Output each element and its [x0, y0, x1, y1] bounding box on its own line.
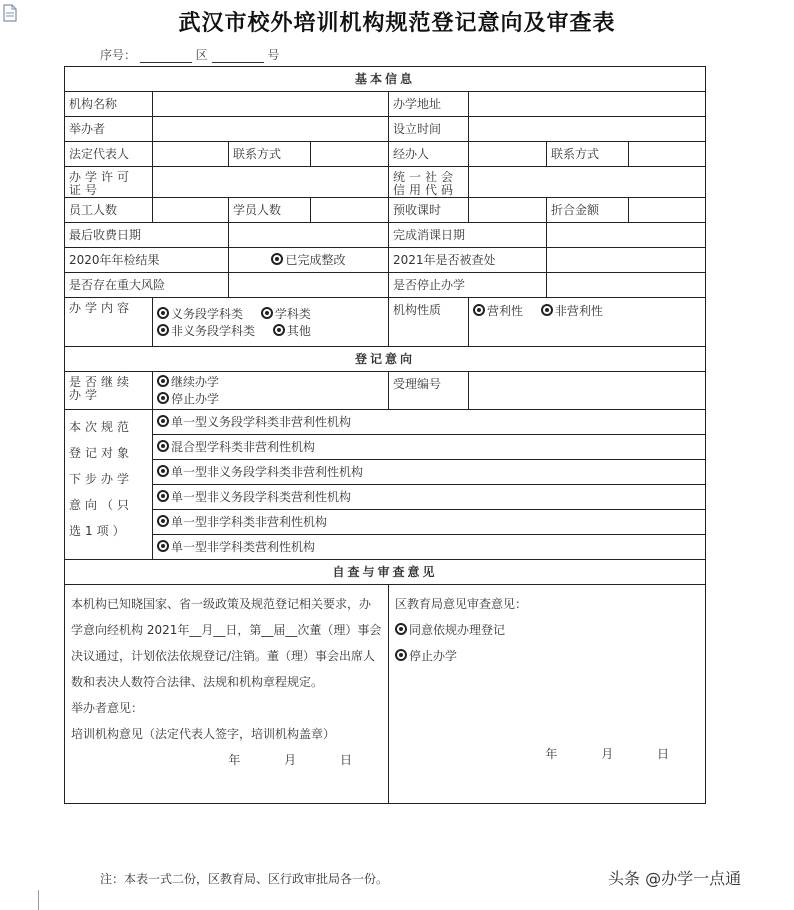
section-review: 自查与审查意见 — [65, 560, 706, 585]
district-opt-1[interactable] — [395, 617, 699, 643]
label-contact-1: 联系方式 — [229, 142, 311, 167]
district-review-cell — [389, 585, 706, 804]
label-students: 学员人数 — [229, 198, 311, 223]
field-nature — [469, 298, 706, 347]
district-review-date: 年 月 日 — [545, 747, 690, 761]
label-org-name: 机构名称 — [65, 92, 153, 117]
field-license[interactable] — [153, 167, 389, 198]
serial-suffix: 号 — [267, 48, 280, 62]
radio-icon — [157, 465, 169, 477]
label-nature: 机构性质 — [389, 298, 469, 347]
organizer-opinion: 举办者意见： — [71, 701, 144, 715]
nature-opt-1[interactable] — [473, 304, 523, 318]
field-manager[interactable] — [469, 142, 547, 167]
content-opt-2-label: 学科类 — [274, 306, 311, 321]
content-opt-1-label: 义务段学科类 — [171, 306, 244, 321]
section-basic: 基本信息 — [65, 67, 706, 92]
serial-number — [100, 46, 279, 63]
field-stop[interactable] — [547, 273, 706, 298]
watermark: 头条 @办学一点通 — [608, 869, 742, 888]
radio-icon — [395, 649, 407, 661]
field-contact-1[interactable] — [311, 142, 389, 167]
radio-icon — [273, 324, 285, 336]
registration-form — [64, 66, 706, 804]
plan-opt-3-label: 单一型非义务段学科类非营利性机构 — [171, 465, 364, 479]
plan-opt-4-label: 单一型非义务段学科类营利性机构 — [171, 490, 352, 504]
radio-icon — [157, 375, 169, 387]
field-contact-2[interactable] — [629, 142, 706, 167]
continue-opt-1-label: 继续办学 — [171, 375, 220, 389]
label-content: 办学内容 — [65, 298, 153, 347]
content-opt-2[interactable] — [261, 307, 311, 321]
content-opt-3-label: 非义务段学科类 — [171, 323, 256, 338]
field-continue — [153, 372, 389, 410]
label-finish-date: 完成消课日期 — [389, 223, 547, 248]
district-opt-2[interactable] — [395, 643, 699, 669]
district-opt-2-label: 停止办学 — [409, 649, 458, 663]
org-opinion: 培训机构意见（法定代表人签字，培训机构盖章） — [71, 727, 336, 741]
radio-icon — [395, 623, 407, 635]
radio-icon — [157, 415, 169, 427]
field-students[interactable] — [311, 198, 389, 223]
label-total: 折合金额 — [547, 198, 629, 223]
label-continue: 是否继续办学 — [65, 372, 153, 410]
content-opt-4[interactable] — [273, 324, 311, 338]
label-contact-2: 联系方式 — [547, 142, 629, 167]
label-staff: 员工人数 — [65, 198, 153, 223]
label-inspect-2021: 2021年是否被查处 — [389, 248, 547, 273]
nature-opt-2[interactable] — [541, 304, 603, 318]
field-record-no[interactable] — [469, 372, 706, 410]
label-record-no: 受理编号 — [389, 372, 469, 410]
radio-icon — [541, 304, 553, 316]
nature-opt-2-label: 非营利性 — [554, 304, 603, 318]
self-review-date: 年 月 日 — [228, 753, 372, 767]
radio-icon — [261, 307, 273, 319]
plan-opt-3[interactable] — [153, 460, 706, 485]
content-opt-4-label: 其他 — [286, 323, 311, 338]
radio-icon — [157, 392, 169, 404]
label-stop: 是否停止办学 — [389, 273, 547, 298]
field-total[interactable] — [629, 198, 706, 223]
field-major-risk[interactable] — [229, 273, 389, 298]
serial-blank-1[interactable] — [140, 50, 192, 63]
field-last-fee-date[interactable] — [229, 223, 389, 248]
self-review-text: 本机构已知晓国家、省一级政策及规范登记相关要求，办学意向经机构 2021年__月__日，第__届__次董（理）事会决议通过，计划依法依规登记/注销。董（理）事会出席人数和表决人数符合法律、法规和机构章程规定。 — [71, 597, 382, 689]
label-credit-code: 统一社会信用代码 — [389, 167, 469, 198]
label-legal-rep: 法定代表人 — [65, 142, 153, 167]
field-finish-date[interactable] — [547, 223, 706, 248]
field-org-name[interactable] — [153, 92, 389, 117]
radio-icon — [157, 540, 169, 552]
radio-icon — [157, 515, 169, 527]
district-title: 区教育局意见审查意见： — [395, 597, 528, 611]
continue-opt-1[interactable] — [157, 375, 219, 389]
rectify-label: 已完成整改 — [285, 253, 346, 267]
serial-mid: 区 — [195, 48, 208, 62]
plan-opt-6-label: 单一型非学科类营利性机构 — [171, 540, 316, 554]
district-opt-1-label: 同意依规办理登记 — [409, 623, 506, 637]
plan-opt-1-label: 单一型义务段学科类非营利性机构 — [171, 415, 352, 429]
continue-opt-2[interactable] — [157, 392, 219, 406]
label-last-fee-date: 最后收费日期 — [65, 223, 229, 248]
plan-opt-1[interactable] — [153, 410, 706, 435]
field-organizer[interactable] — [153, 117, 389, 142]
continue-opt-2-label: 停止办学 — [171, 392, 220, 406]
radio-icon — [157, 324, 169, 336]
field-inspect-2020[interactable] — [229, 248, 389, 273]
self-review-cell — [65, 585, 389, 804]
plan-opt-5[interactable] — [153, 510, 706, 535]
footnote: 注：本表一式二份，区教育局、区行政审批局各一份。 — [100, 872, 389, 886]
field-staff[interactable] — [153, 198, 229, 223]
radio-icon — [473, 304, 485, 316]
label-license: 办学许可证号 — [65, 167, 153, 198]
plan-opt-2-label: 混合型学科类非营利性机构 — [171, 440, 316, 454]
content-opt-1[interactable] — [157, 307, 243, 321]
field-legal-rep[interactable] — [153, 142, 229, 167]
plan-opt-5-label: 单一型非学科类非营利性机构 — [171, 515, 328, 529]
page-edge — [38, 890, 39, 910]
label-founded: 设立时间 — [389, 117, 469, 142]
label-manager: 经办人 — [389, 142, 469, 167]
radio-icon[interactable] — [271, 253, 283, 265]
radio-icon — [157, 307, 169, 319]
radio-icon — [157, 440, 169, 452]
label-inspect-2020: 2020年年检结果 — [65, 248, 229, 273]
plan-opt-4[interactable] — [153, 485, 706, 510]
field-inspect-2021[interactable] — [547, 248, 706, 273]
radio-icon — [157, 490, 169, 502]
content-opt-3[interactable] — [157, 324, 255, 338]
label-school-address: 办学地址 — [389, 92, 469, 117]
section-registration: 登记意向 — [65, 347, 706, 372]
serial-prefix: 序号： — [100, 48, 137, 62]
label-prepaid: 预收课时 — [389, 198, 469, 223]
plan-opt-2[interactable] — [153, 435, 706, 460]
field-prepaid[interactable] — [469, 198, 547, 223]
label-organizer: 举办者 — [65, 117, 153, 142]
plan-opt-6[interactable] — [153, 535, 706, 560]
field-school-address[interactable] — [469, 92, 706, 117]
label-major-risk: 是否存在重大风险 — [65, 273, 229, 298]
field-content — [153, 298, 389, 347]
field-credit-code[interactable] — [469, 167, 706, 198]
label-plan: 本次规范登记对象下步办学意向（只选1项） — [65, 410, 153, 560]
serial-blank-2[interactable] — [212, 50, 264, 63]
nature-opt-1-label: 营利性 — [487, 304, 524, 318]
field-founded[interactable] — [469, 117, 706, 142]
form-title: 武汉市校外培训机构规范登记意向及审查表 — [178, 11, 616, 36]
